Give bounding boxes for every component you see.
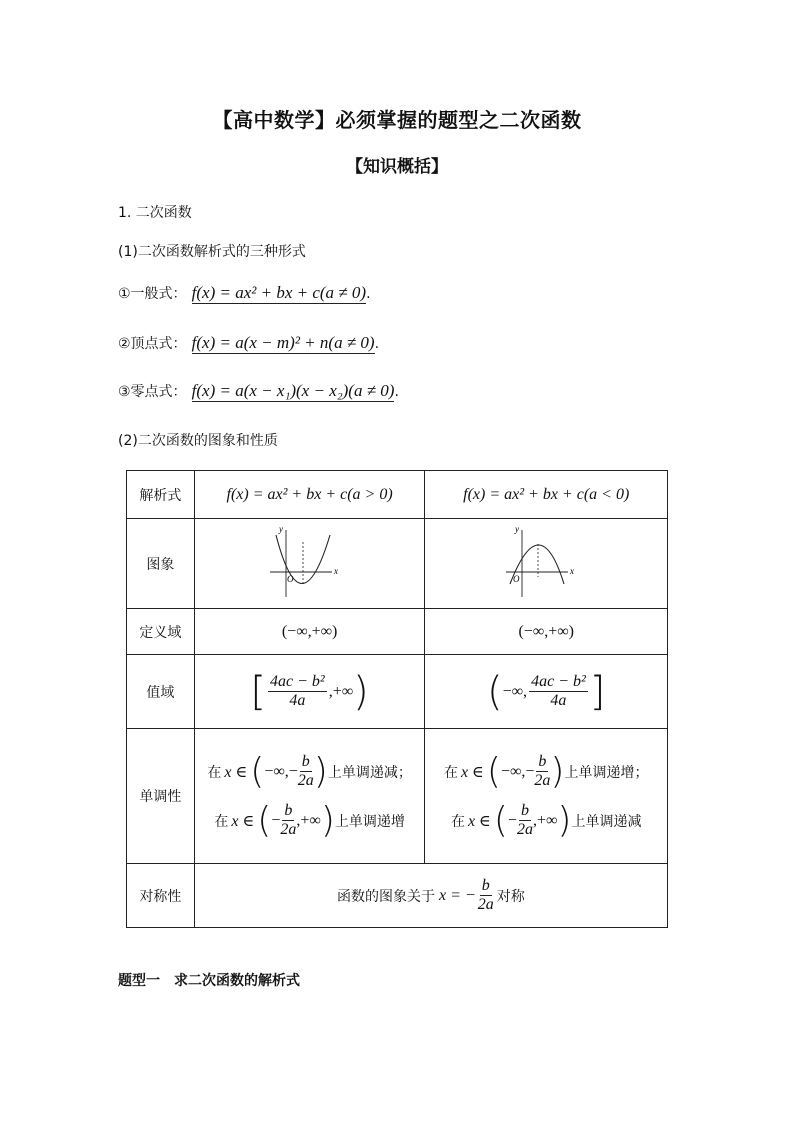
- form-formula: f(x) = a(x − x₁)(x − x₂)(a ≠ 0): [191, 381, 395, 400]
- form-general: ①一般式： f(x) = ax² + bx + c(a ≠ 0).: [118, 283, 371, 302]
- domain-pos: (−∞,+∞): [281, 622, 338, 640]
- properties-table: [126, 470, 668, 928]
- range-pos: [ 4ac − b² 4a ,+∞ ): [250, 668, 369, 715]
- page-title: 【高中数学】必须掌握的题型之二次函数: [212, 108, 582, 132]
- row-label: 定义域: [127, 609, 195, 655]
- form-formula: f(x) = a(x − m)² + n(a ≠ 0): [191, 333, 375, 352]
- fraction: $\frac{b}{2a}$: [516, 802, 533, 838]
- origin-label: O: [286, 573, 294, 584]
- form-label: ①一般式：: [118, 286, 187, 302]
- type-1-heading: 题型一 求二次函数的解析式: [118, 973, 300, 989]
- form-label: ②顶点式：: [118, 336, 187, 352]
- subsection-graph-properties: (2)二次函数的图象和性质: [118, 433, 278, 449]
- section-1-heading: 1. 二次函数: [118, 205, 192, 221]
- y-axis-label: y: [278, 523, 283, 534]
- form-vertex: ②顶点式： f(x) = a(x − m)² + n(a ≠ 0).: [118, 333, 380, 352]
- domain-neg: (−∞,+∞): [518, 622, 574, 640]
- row-label: 图象: [127, 519, 195, 609]
- fraction: $\frac{b}{2a}$: [534, 753, 551, 789]
- y-axis-label: y: [515, 523, 520, 534]
- range-neg: ( −∞, 4ac − b² 4a ]: [487, 668, 606, 715]
- fraction: $\frac{b}{2a}$: [280, 802, 297, 838]
- fraction: 4ac − b² 4a: [270, 673, 325, 709]
- table-row: [127, 729, 668, 864]
- fraction: 4ac − b² 4a: [531, 673, 586, 709]
- fraction: $\frac{b}{2a}$: [477, 877, 494, 913]
- table-row: [127, 864, 668, 928]
- table-row: [127, 471, 668, 519]
- subsection-forms: (1)二次函数解析式的三种形式: [118, 244, 306, 260]
- row-label: 值域: [127, 655, 195, 729]
- table-row: [127, 655, 668, 729]
- row-label: 对称性: [127, 864, 195, 928]
- mono-neg-increasing: 在 x ∈ ( −∞,− $\frac{b}{2a}$ ) 上单调递增；: [443, 750, 649, 792]
- row-label: 单调性: [127, 729, 195, 864]
- table-row: [127, 609, 668, 655]
- upward-parabola-graph: [260, 522, 360, 602]
- formula-neg: f(x) = ax² + bx + c(a < 0): [463, 485, 630, 503]
- mono-pos-increasing: 在 x ∈ ( − $\frac{b}{2a}$ ,+∞ ) 上单调递增: [214, 799, 405, 841]
- form-formula: f(x) = ax² + bx + c(a ≠ 0): [191, 283, 367, 302]
- table-row: [127, 519, 668, 609]
- symmetry-statement: 函数的图象关于 x = − $\frac{b}{2a}$ 对称: [337, 877, 525, 913]
- origin-label: O: [513, 573, 520, 584]
- formula-pos: f(x) = ax² + bx + c(a > 0): [226, 485, 393, 503]
- mono-neg-decreasing: 在 x ∈ ( − $\frac{b}{2a}$ ,+∞ ) 上单调递减: [450, 799, 642, 841]
- form-zero: ③零点式： f(x) = a(x − x₁)(x − x₂)(a ≠ 0).: [118, 381, 399, 400]
- row-label: 解析式: [127, 471, 195, 519]
- fraction: $\frac{b}{2a}$: [297, 753, 314, 789]
- mono-pos-decreasing: 在 x ∈ ( −∞,− $\frac{b}{2a}$ ) 上单调递减；: [207, 750, 412, 792]
- downward-parabola-graph: [496, 522, 596, 602]
- section-heading-summary: 【知识概括】: [346, 157, 448, 177]
- x-axis-label: x: [570, 565, 575, 576]
- x-axis-label: x: [333, 565, 338, 576]
- form-label: ③零点式：: [118, 384, 187, 400]
